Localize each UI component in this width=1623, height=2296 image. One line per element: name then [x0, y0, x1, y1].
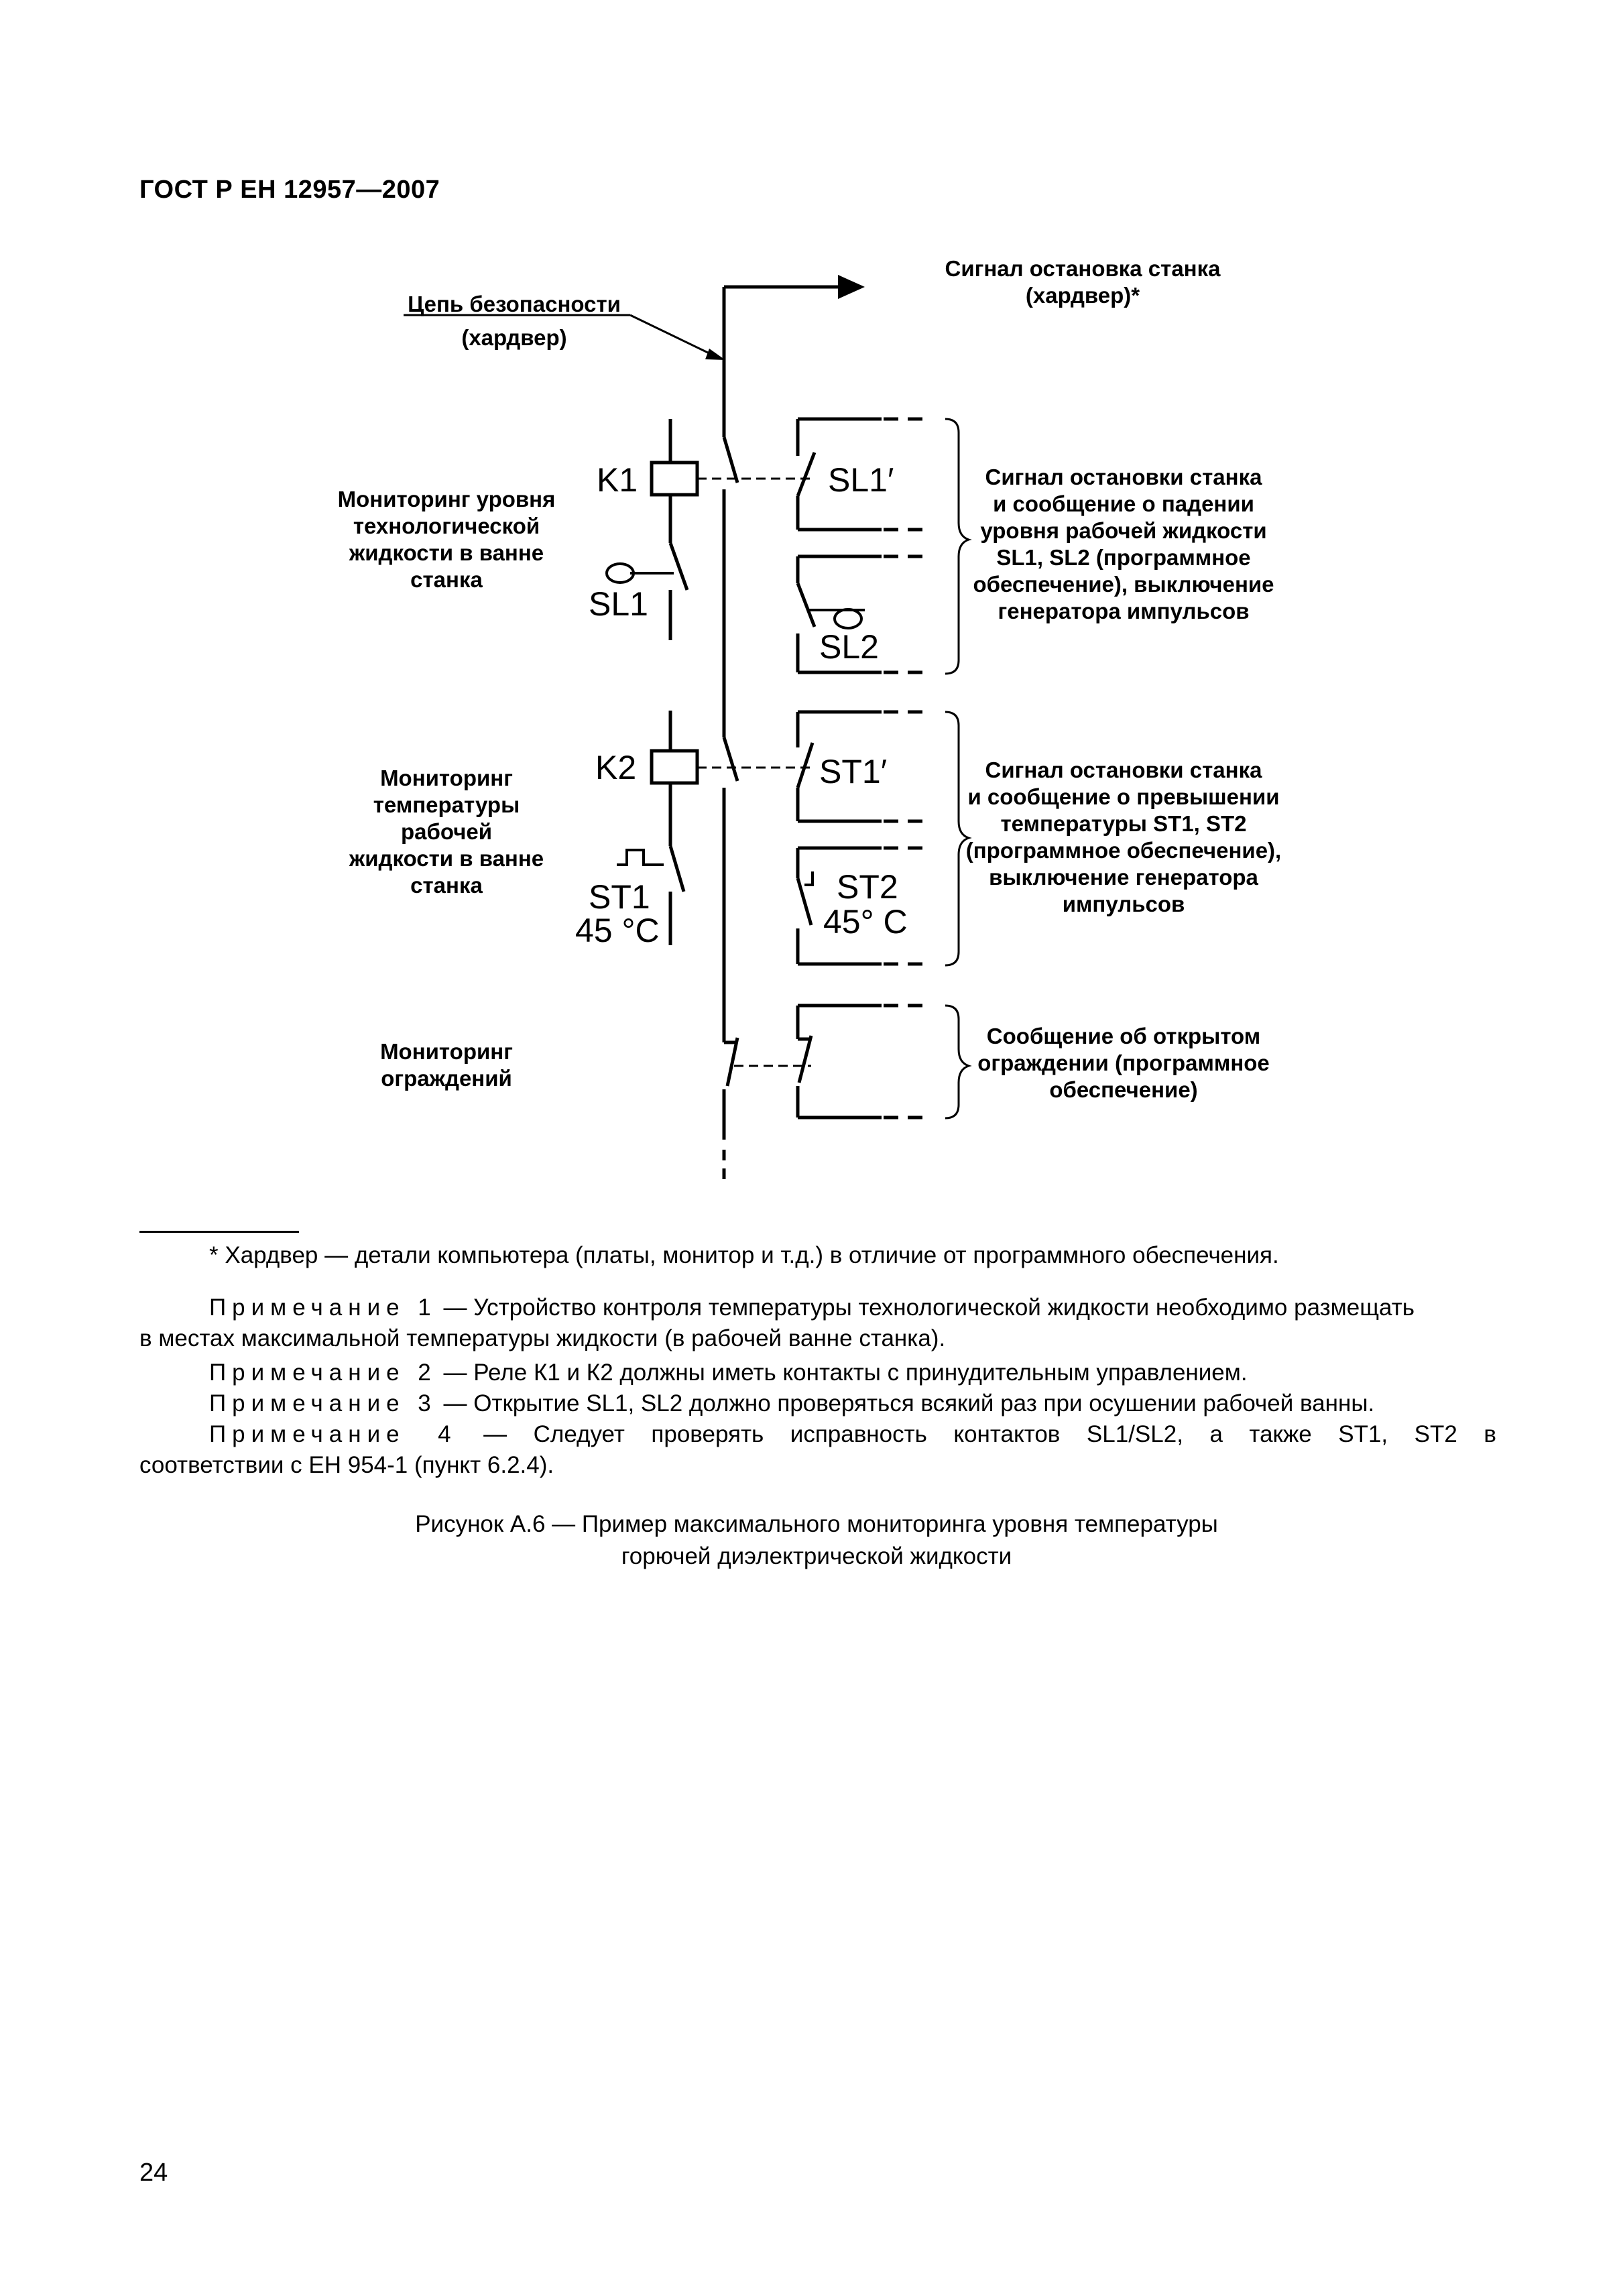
k2-coil: [652, 751, 697, 783]
k1-label: K1: [597, 461, 638, 499]
level-msg-l4: SL1, SL2 (программное: [996, 545, 1251, 570]
temp-msg-l2: и сообщение о превышении: [967, 784, 1280, 809]
safety-l2: (хардвер): [461, 325, 567, 350]
level-msg-l5: обеспечение), выключение: [973, 572, 1274, 597]
figure-caption: [139, 1508, 1494, 1573]
temp-msg-l5: выключение генератора: [989, 865, 1258, 890]
k1-coil: [652, 463, 697, 495]
st1-thermal-symbol: [617, 850, 664, 865]
stop-signal-l1: Сигнал остановка станка: [945, 256, 1221, 281]
stop-signal-l2: (хардвер)*: [1025, 283, 1140, 308]
note-3: [209, 1388, 1374, 1419]
note-3-label: Примечание 3: [209, 1390, 437, 1416]
note-4-label: Примечание 4: [209, 1421, 457, 1447]
temp-msg-l6: импульсов: [1062, 892, 1185, 916]
guard-main-contact: [727, 1038, 737, 1086]
temp-msg-l3: температуры ST1, ST2: [1000, 811, 1247, 836]
note-1: [209, 1292, 1496, 1323]
sl2-contact: [798, 583, 815, 627]
temp-mon-l4: жидкости в ванне: [349, 846, 544, 871]
sl2-label: SL2: [819, 628, 879, 666]
note-1-label: Примечание 1: [209, 1294, 437, 1321]
temp-mon-l3: рабочей: [400, 819, 493, 844]
caption-line-2: горючей диэлектрической жидкости: [621, 1543, 1012, 1569]
k2-label: K2: [595, 749, 637, 786]
brace-temp: [945, 712, 969, 965]
temp-msg-l4: (программное обеспечение),: [965, 838, 1282, 863]
safety-leader-diag: [630, 315, 711, 354]
brace-guard: [945, 1006, 969, 1118]
guard-contact: [799, 1036, 811, 1083]
st1-contact: [670, 846, 684, 892]
level-mon-l3: жидкости в ванне: [349, 540, 544, 565]
note-2-label: Примечание 2: [209, 1360, 437, 1386]
level-msg-l3: уровня рабочей жидкости: [980, 518, 1267, 543]
footnote: * Хардвер — детали компьютера (платы, монитор и т.д.) в отличие от программного обеспечения.: [209, 1242, 1279, 1268]
guard-mon-l2: ограждений: [381, 1066, 512, 1091]
caption-line-1: Рисунок А.6 — Пример максимального мониторинга уровня температуры: [415, 1511, 1218, 1537]
footnote-rule: [139, 1231, 299, 1233]
st1-label: ST1: [589, 878, 650, 916]
sl1-float: [607, 564, 634, 583]
st1-prime-label: ST1′: [819, 753, 888, 790]
note-4-text: — Следует проверять исправность контактов SL1/SL2, а также ST1, ST2 в: [457, 1421, 1496, 1447]
safety-l1: Цепь безопасности: [408, 292, 621, 316]
temp-mon-l1: Мониторинг: [380, 766, 513, 790]
guard-msg-l1: Сообщение об открытом: [986, 1024, 1261, 1048]
temp-msg-l1: Сигнал остановки станка: [985, 758, 1262, 782]
level-mon-l4: станка: [410, 567, 483, 592]
level-msg-l2: и сообщение о падении: [993, 491, 1254, 516]
guard-mon-l1: Мониторинг: [380, 1039, 513, 1064]
st2-label: ST2: [837, 868, 898, 906]
page-number: 24: [139, 2159, 168, 2187]
sl1-prime-contact: [798, 452, 815, 496]
sl1-contact: [670, 543, 687, 590]
level-mon-l2: технологической: [353, 513, 540, 538]
guard-msg-l2: ограждении (программное: [977, 1050, 1270, 1075]
sl1-label: SL1: [589, 585, 648, 623]
brace-level: [945, 419, 969, 674]
note-4: [209, 1419, 1496, 1450]
st2-temp-label: 45° C: [823, 903, 908, 941]
sl2-float: [835, 609, 861, 628]
note-2: [209, 1357, 1248, 1388]
note-2-text: — Реле К1 и К2 должны иметь контакты с принудительным управлением.: [436, 1360, 1248, 1386]
note-1-text: — Устройство контроля температуры технологической жидкости необходимо размещать: [436, 1294, 1415, 1321]
level-msg-l1: Сигнал остановки станка: [985, 465, 1262, 489]
st1-prime-contact: [798, 743, 813, 788]
sl1-prime-label: SL1′: [828, 461, 894, 499]
level-msg-l6: генератора импульсов: [998, 599, 1250, 623]
page-header: ГОСТ Р ЕН 12957—2007: [139, 176, 440, 204]
note-4-continuation: соответствии с ЕН 954-1 (пункт 6.2.4).: [139, 1452, 554, 1478]
temp-mon-l2: температуры: [373, 792, 520, 817]
k2-main-contact: [724, 737, 737, 781]
signal-arrow-head: [838, 275, 865, 299]
guard-msg-l3: обеспечение): [1049, 1077, 1198, 1102]
st1-temp-label: 45 °C: [575, 912, 660, 949]
level-mon-l1: Мониторинг уровня: [337, 487, 556, 511]
k1-main-contact: [724, 437, 737, 483]
note-3-text: — Открытие SL1, SL2 должно проверяться всякий раз при осушении рабочей ванны.: [436, 1390, 1375, 1416]
note-1-continuation: в местах максимальной температуры жидкости (в рабочей ванне станка).: [139, 1325, 946, 1351]
temp-mon-l5: станка: [410, 873, 483, 898]
